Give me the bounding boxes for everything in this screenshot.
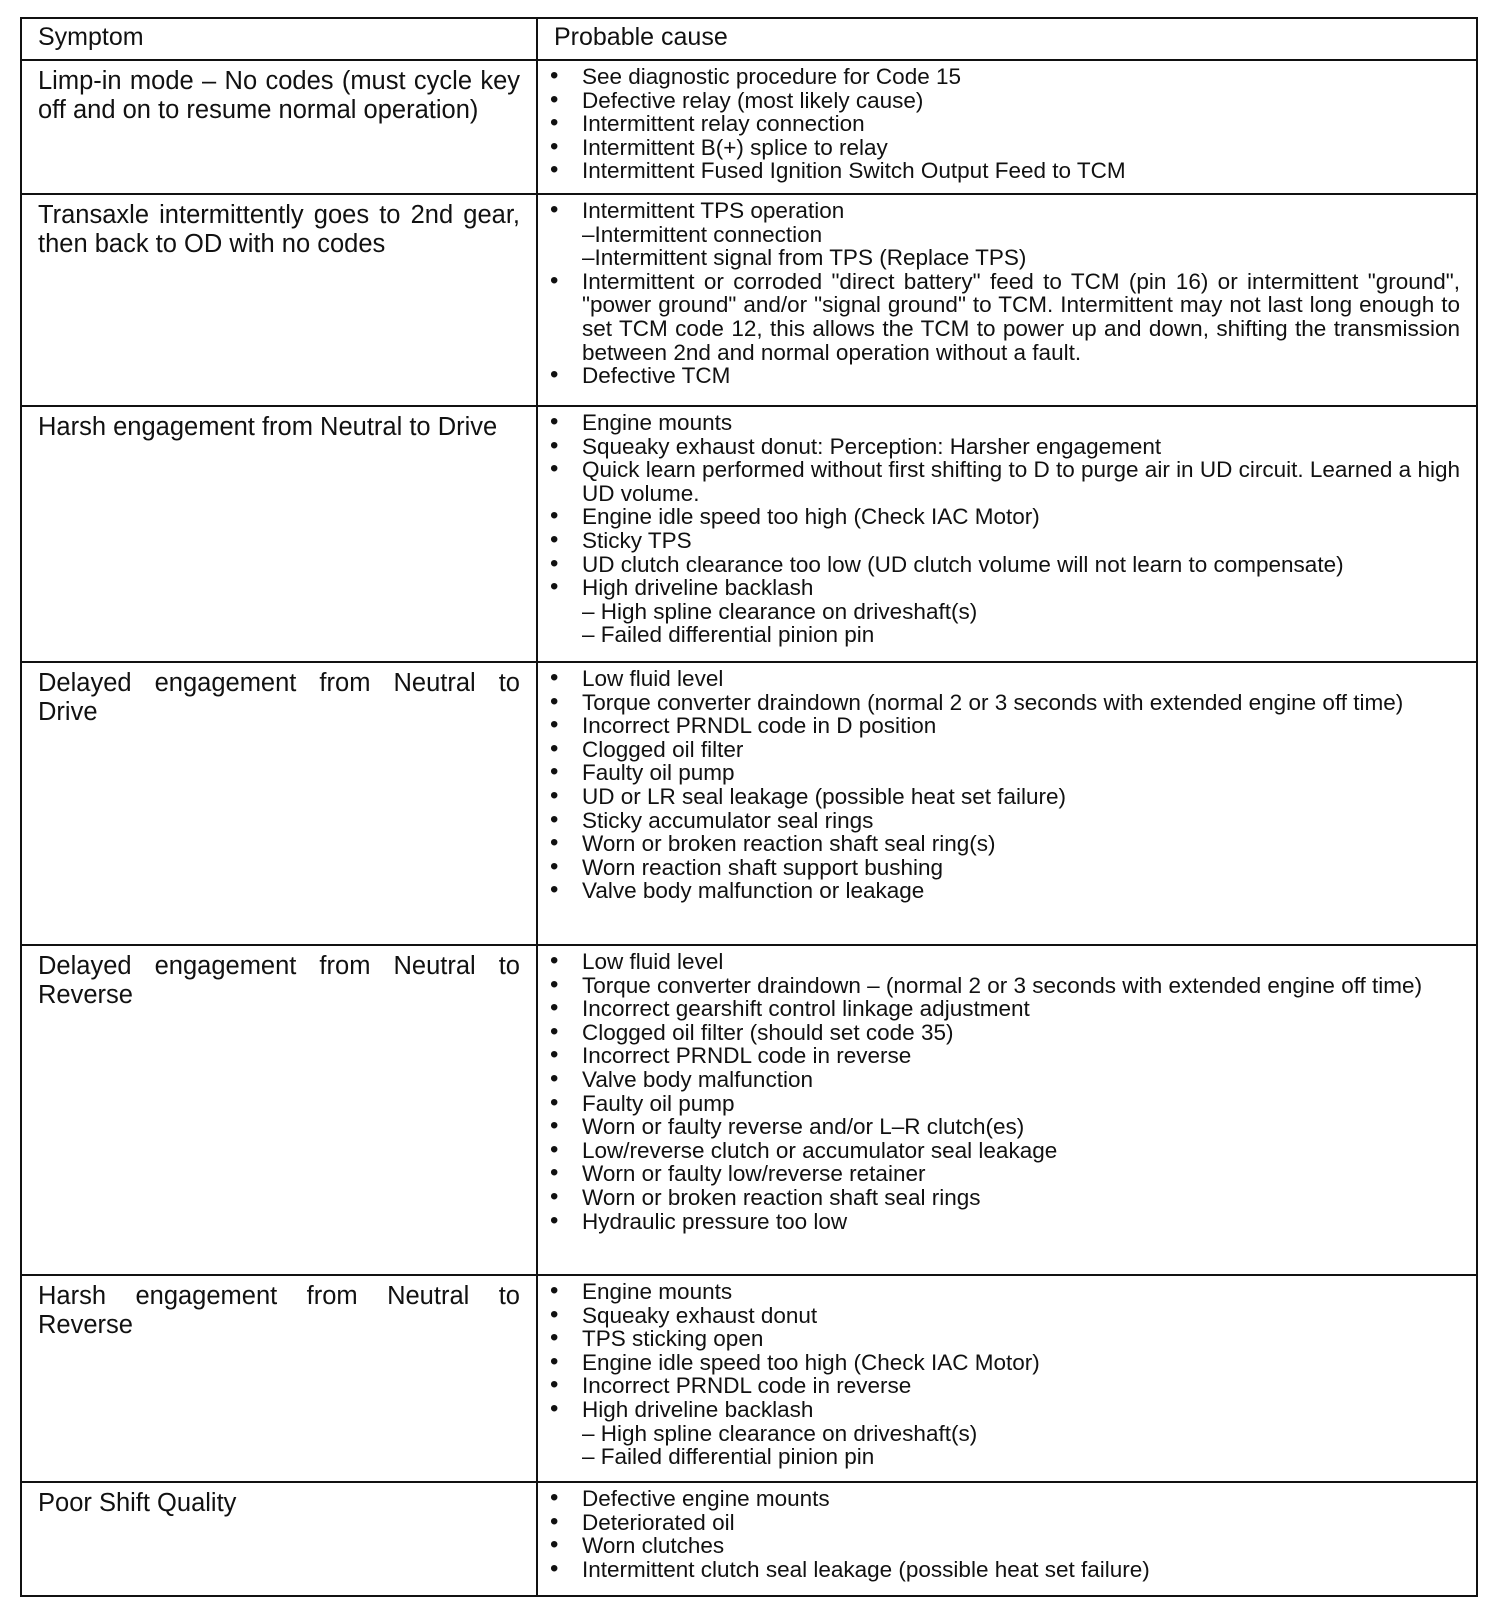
cause-item: • Incorrect gearshift control linkage adjustment: [548, 997, 1460, 1021]
cause-subitem: –Intermittent signal from TPS (Replace TPS): [582, 245, 1027, 271]
cause-item: • Worn or faulty low/reverse retainer: [548, 1162, 1460, 1186]
cause-item: • Clogged oil filter: [548, 738, 1460, 762]
symptom-cell: Delayed engagement from Neutral to Drive: [22, 663, 538, 946]
cause-item: • Worn or broken reaction shaft seal ring(s): [548, 832, 1460, 856]
cause-item: • Low/reverse clutch or accumulator seal leakage: [548, 1139, 1460, 1163]
cause-item: • Engine idle speed too high (Check IAC Motor): [548, 505, 1460, 529]
cause-subitem: –Intermittent connection: [582, 221, 823, 247]
cause-item: • High driveline backlash: [548, 576, 1460, 600]
cause-cell: [538, 1276, 1476, 1483]
cause-item: • Valve body malfunction: [548, 1068, 1460, 1092]
cause-item: • Intermittent Fused Ignition Switch Output Feed to TCM: [548, 159, 1460, 183]
cause-item: • See diagnostic procedure for Code 15: [548, 65, 1460, 89]
cause-item: • Squeaky exhaust donut: [548, 1304, 1460, 1328]
cause-item: • TPS sticking open: [548, 1327, 1460, 1351]
symptom-cell: Limp-in mode – No codes (must cycle key off and on to resume normal operation): [22, 61, 538, 195]
cause-item: • Quick learn performed without first shifting to D to purge air in UD circuit. Learned a high UD volume.: [548, 458, 1460, 505]
cause-item: • Worn or broken reaction shaft seal rings: [548, 1186, 1460, 1210]
cause-item: • Engine mounts: [548, 411, 1460, 435]
cause-item: • Incorrect PRNDL code in reverse: [548, 1044, 1460, 1068]
cause-item: • Faulty oil pump: [548, 761, 1460, 785]
cause-item: • Intermittent relay connection: [548, 112, 1460, 136]
cause-item: • Worn or faulty reverse and/or L–R clutch(es): [548, 1115, 1460, 1139]
header-symptom: Symptom: [22, 19, 538, 61]
symptom-cell: Transaxle intermittently goes to 2nd gear, then back to OD with no codes: [22, 195, 538, 407]
cause-item: • Engine mounts: [548, 1280, 1460, 1304]
cause-subitem: – High spline clearance on driveshaft(s): [582, 1420, 978, 1446]
symptom-cell: Harsh engagement from Neutral to Reverse: [22, 1276, 538, 1483]
cause-subitem: – High spline clearance on driveshaft(s): [582, 598, 978, 624]
cause-item: • Valve body malfunction or leakage: [548, 879, 1460, 903]
cause-item: • Low fluid level: [548, 667, 1460, 691]
cause-item: • Worn reaction shaft support bushing: [548, 856, 1460, 880]
cause-item: • Defective relay (most likely cause): [548, 89, 1460, 113]
cause-item: • Squeaky exhaust donut: Perception: Harsher engagement: [548, 435, 1460, 459]
cause-item: • Incorrect PRNDL code in reverse: [548, 1374, 1460, 1398]
cause-item: • Defective engine mounts: [548, 1487, 1460, 1511]
cause-cell: [538, 1483, 1476, 1595]
cause-cell: [538, 195, 1476, 407]
cause-item: • Engine idle speed too high (Check IAC Motor): [548, 1351, 1460, 1375]
cause-cell: [538, 946, 1476, 1276]
cause-item: • Faulty oil pump: [548, 1092, 1460, 1116]
cause-item: • Clogged oil filter (should set code 35): [548, 1021, 1460, 1045]
cause-item: • Deteriorated oil: [548, 1511, 1460, 1535]
cause-item: • Sticky TPS: [548, 529, 1460, 553]
cause-cell: [538, 407, 1476, 663]
symptom-cell: Harsh engagement from Neutral to Drive: [22, 407, 538, 663]
cause-item: • Intermittent or corroded "direct battery" feed to TCM (pin 16) or intermittent "ground", "power ground" and/or "signal ground" to TCM. Intermittent may not last long enough to set TCM code 12, this allows the TCM to power up and down, shifting the transmission between 2nd and normal operation without a fault.: [548, 270, 1460, 364]
cause-subitem: – Failed differential pinion pin: [582, 622, 875, 648]
cause-item: • Torque converter draindown – (normal 2 or 3 seconds with extended engine off time): [548, 974, 1460, 998]
troubleshooting-table: [20, 17, 1478, 1597]
cause-item: • UD or LR seal leakage (possible heat set failure): [548, 785, 1460, 809]
cause-subitem: – Failed differential pinion pin: [582, 1444, 875, 1470]
cause-item: • Torque converter draindown (normal 2 or 3 seconds with extended engine off time): [548, 691, 1460, 715]
cause-item: • UD clutch clearance too low (UD clutch volume will not learn to compensate): [548, 553, 1460, 577]
cause-item: • Low fluid level: [548, 950, 1460, 974]
cause-cell: [538, 61, 1476, 195]
header-probable-cause: Probable cause: [538, 19, 1476, 61]
cause-item: • Defective TCM: [548, 364, 1460, 388]
cause-item: • Sticky accumulator seal rings: [548, 809, 1460, 833]
cause-item: • Worn clutches: [548, 1534, 1460, 1558]
cause-item: • Incorrect PRNDL code in D position: [548, 714, 1460, 738]
cause-item: • Intermittent TPS operation: [548, 199, 1460, 223]
cause-cell: [538, 663, 1476, 946]
symptom-cell: Delayed engagement from Neutral to Reverse: [22, 946, 538, 1276]
cause-item: • Intermittent clutch seal leakage (possible heat set failure): [548, 1558, 1460, 1582]
cause-item: • High driveline backlash: [548, 1398, 1460, 1422]
cause-item: • Hydraulic pressure too low: [548, 1210, 1460, 1234]
cause-item: • Intermittent B(+) splice to relay: [548, 136, 1460, 160]
symptom-cell: Poor Shift Quality: [22, 1483, 538, 1595]
